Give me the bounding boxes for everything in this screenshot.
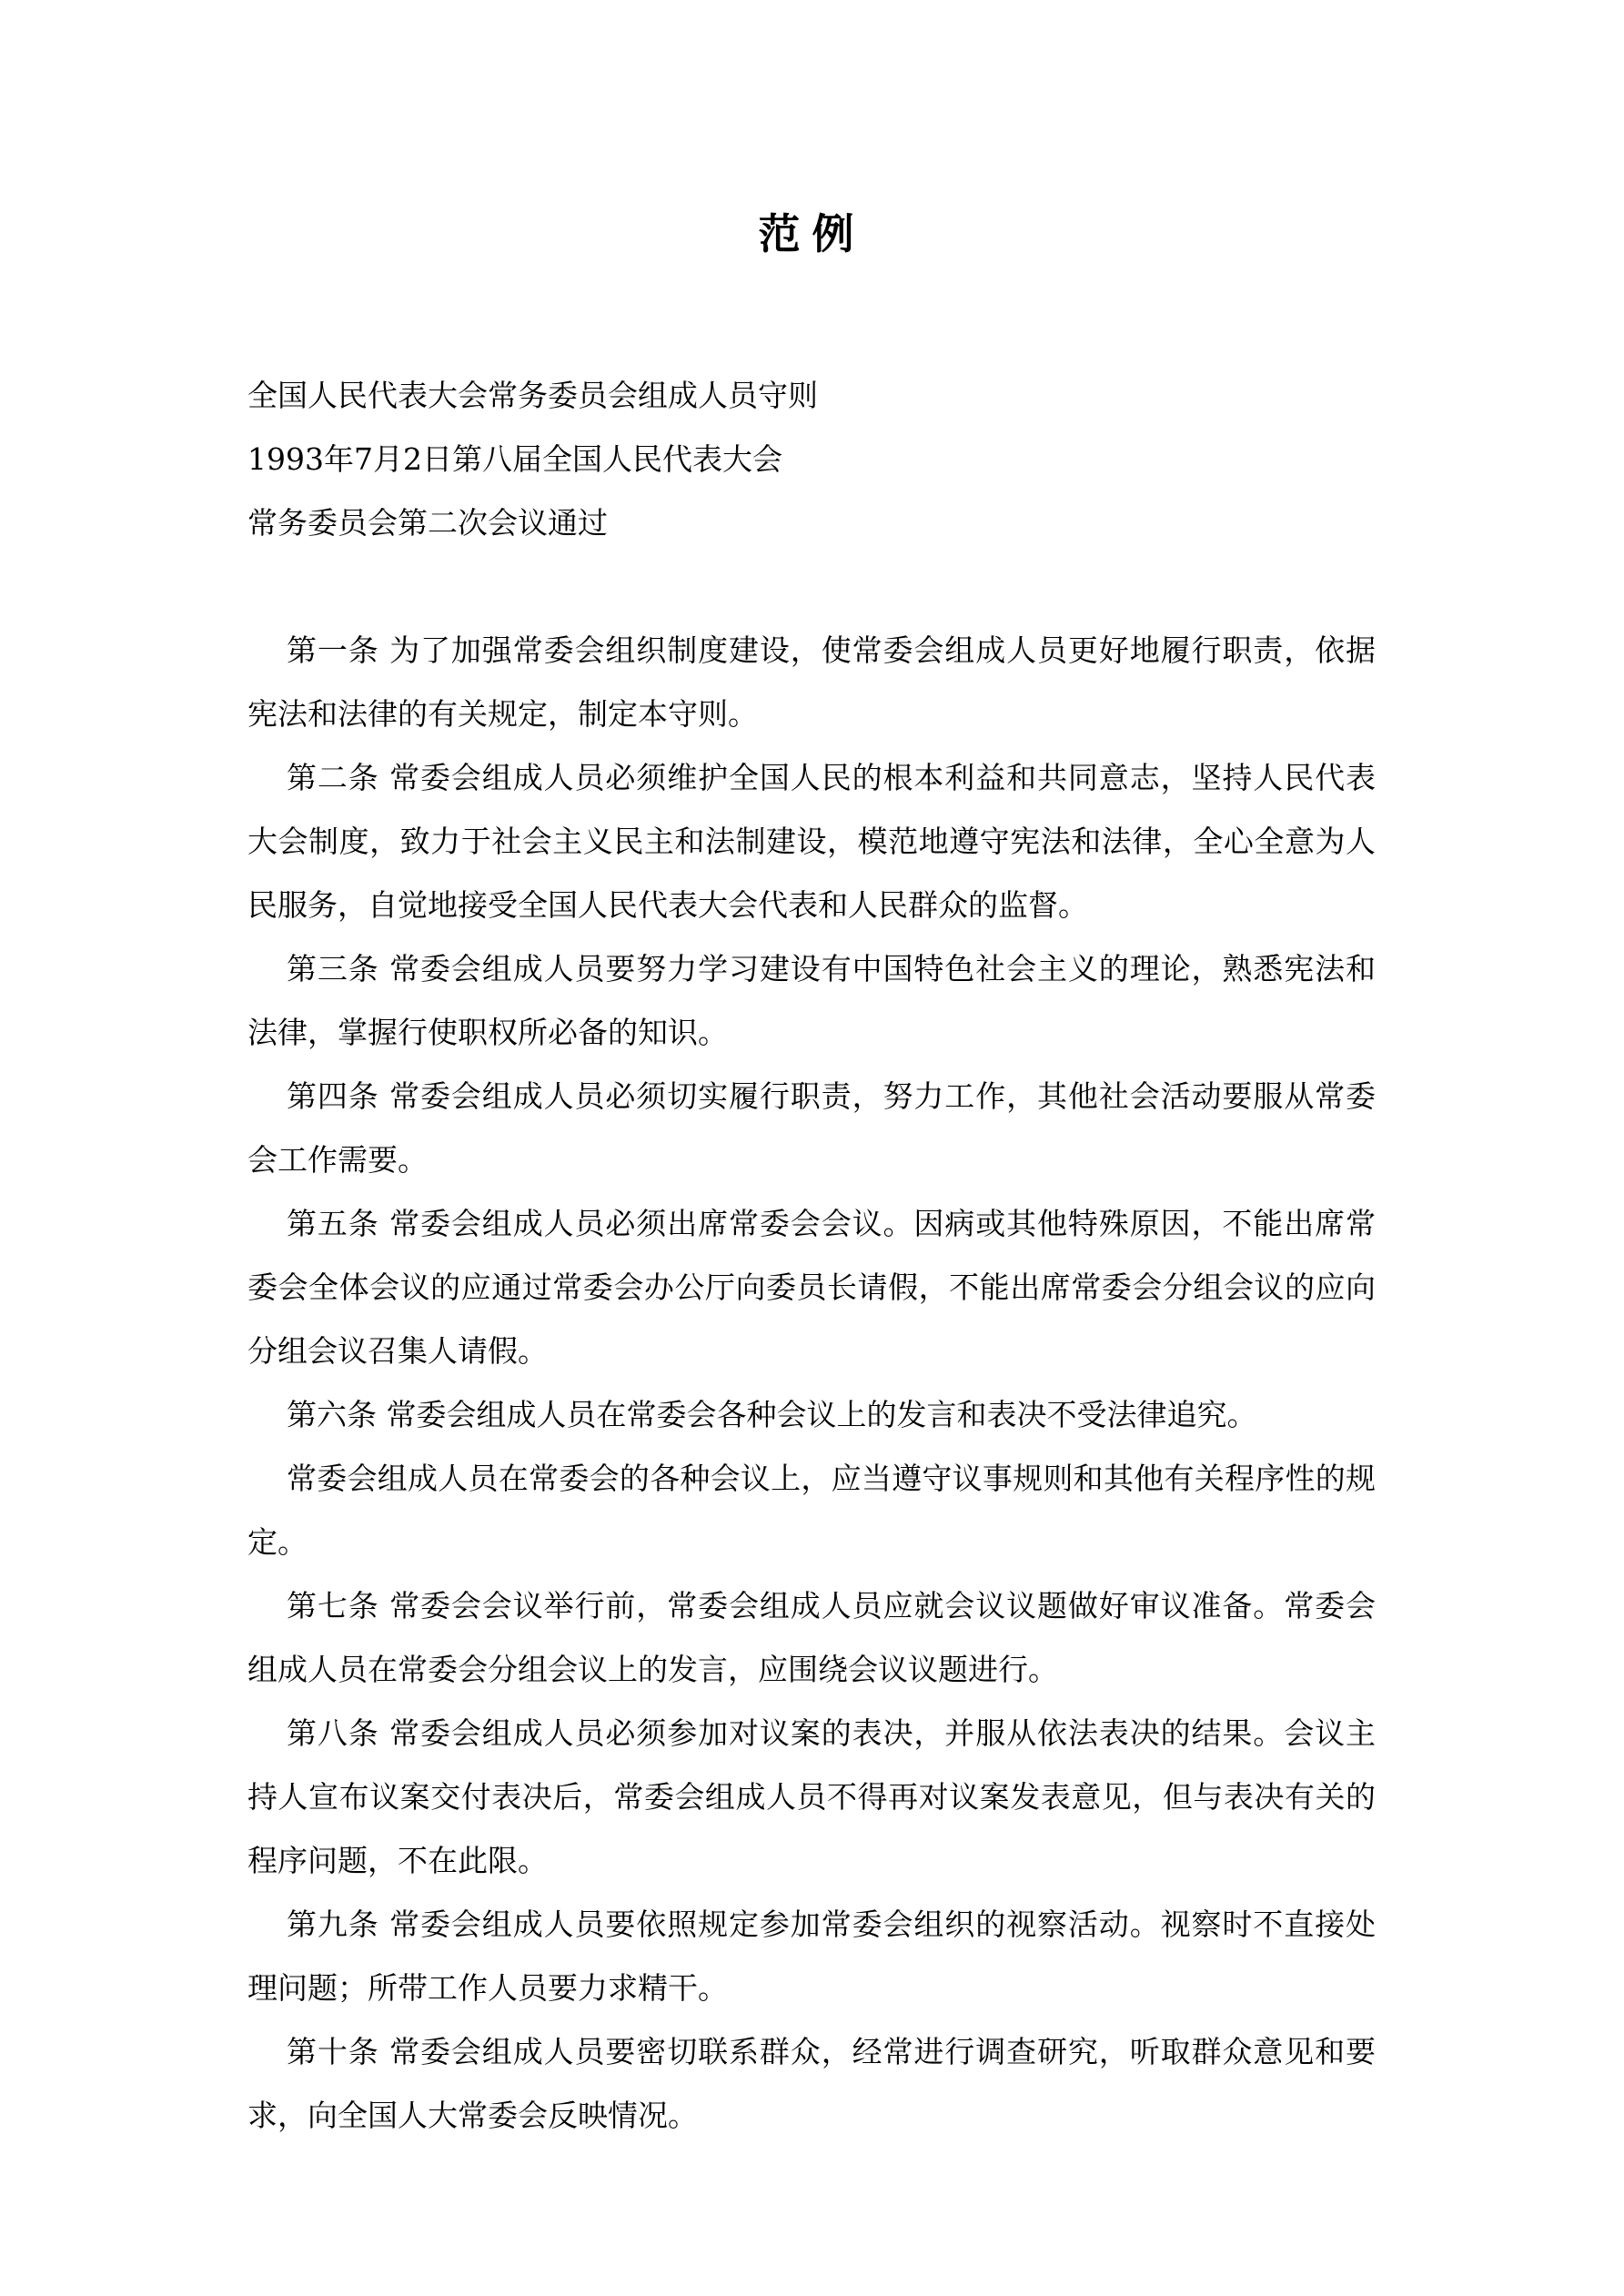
- paragraph-article-6: 第六条 常委会组成人员在常委会各种会议上的发言和表决不受法律追究。: [287, 1397, 1257, 1432]
- paragraph-article-6-clause-2: 常委会组成人员在常委会的各种会议上，应当遵守议事规则和其他有关程序性的规定。: [247, 1461, 1376, 1560]
- paragraph-article-10: 第十条 常委会组成人员要密切联系群众，经常进行调查研究，听取群众意见和要求，向全国人大常委会反映情况。: [247, 2034, 1376, 2133]
- paragraph-article-7: 第七条 常委会会议举行前，常委会组成人员应就会议议题做好审议准备。常委会组成人员在常委会分组会议上的发言，应围绕会议议题进行。: [247, 1588, 1376, 1687]
- document-heading-line: 全国人民代表大会常务委员会组成人员守则: [247, 378, 818, 413]
- paragraph-article-8: 第八条 常委会组成人员必须参加对议案的表决，并服从依法表决的结果。会议主持人宣布议案交付表决后，常委会组成人员不得再对议案发表意见，但与表决有关的程序问题，不在此限。: [247, 1715, 1376, 1878]
- document-adoption-line: 常务委员会第二次会议通过: [247, 505, 608, 541]
- paragraph-article-4: 第四条 常委会组成人员必须切实履行职责，努力工作，其他社会活动要服从常委会工作需要。: [247, 1078, 1376, 1178]
- paragraph-article-1: 第一条 为了加强常委会组织制度建设，使常委会组成人员更好地履行职责，依据宪法和法律的有关规定，制定本守则。: [247, 632, 1376, 732]
- paragraph-article-5: 第五条 常委会组成人员必须出席常委会会议。因病或其他特殊原因，不能出席常委会全体会议的应通过常委会办公厅向委员长请假，不能出席常委会分组会议的应向分组会议召集人请假。: [247, 1206, 1376, 1369]
- document-date-line: 1993年7月2日第八届全国人民代表大会: [247, 441, 782, 477]
- paragraph-article-9: 第九条 常委会组成人员要依照规定参加常委会组织的视察活动。视察时不直接处理问题；所带工作人员要力求精干。: [247, 1907, 1376, 2006]
- paragraph-article-3: 第三条 常委会组成人员要努力学习建设有中国特色社会主义的理论，熟悉宪法和法律，掌握行使职权所必备的知识。: [247, 951, 1376, 1050]
- paragraph-article-2: 第二条 常委会组成人员必须维护全国人民的根本利益和共同意志，坚持人民代表大会制度，致力于社会主义民主和法制建设，模范地遵守宪法和法律，全心全意为人民服务，自觉地接受全国人民代表大会代表和人民群众的监督。: [247, 760, 1376, 923]
- document-title: 范例: [758, 209, 866, 258]
- document-body: [247, 364, 1376, 2148]
